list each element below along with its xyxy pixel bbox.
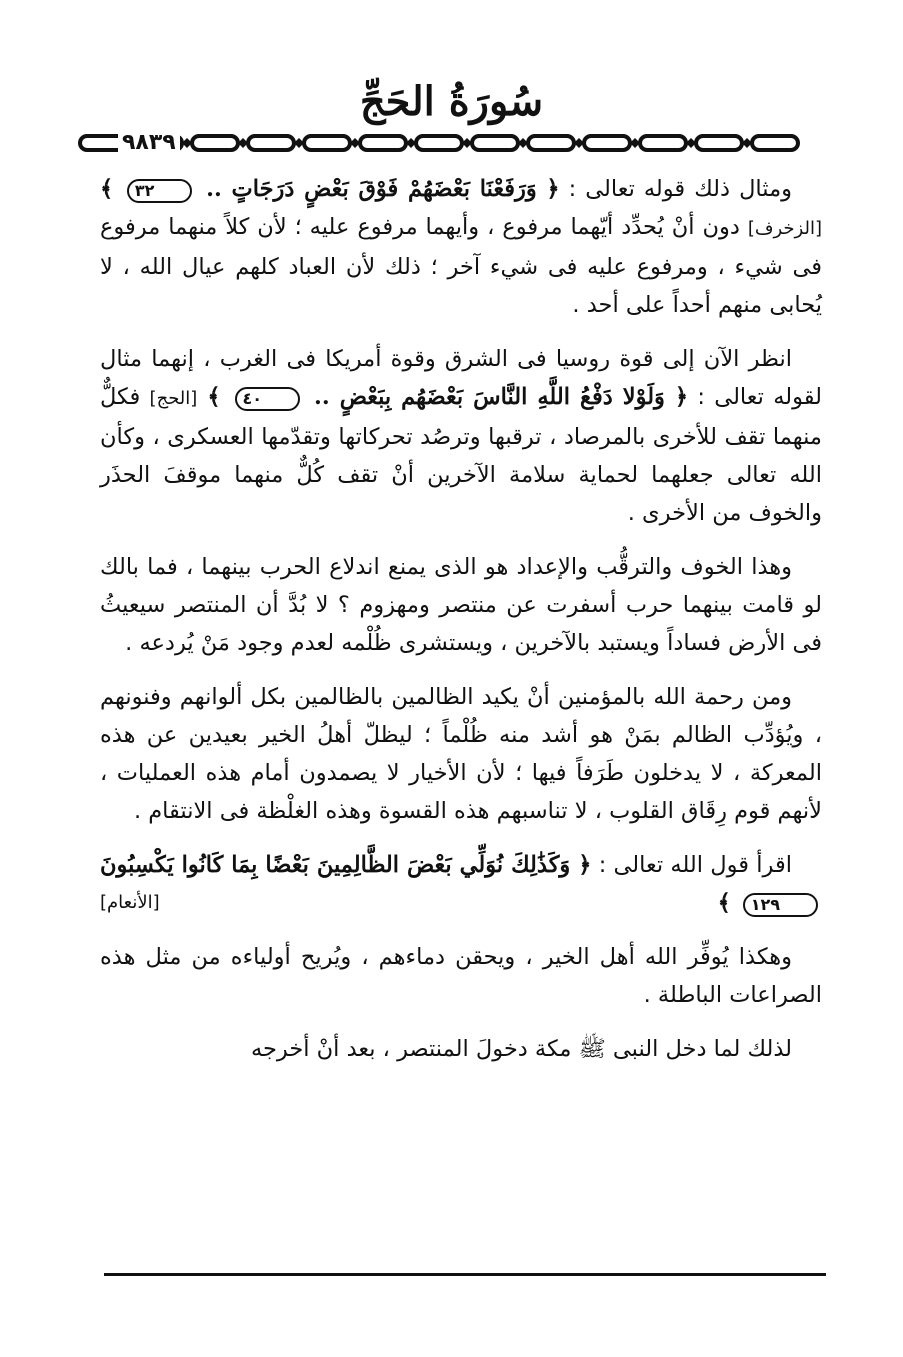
paragraph — [100, 170, 822, 324]
ornament-link — [472, 136, 518, 150]
paragraph-text: دون أنْ يُحدِّد أيّهما مرفوع ، وأيهما مرفوع عليه ؛ لأن كلاً منهما مرفوع فى شيء ، ومرفوع عليه فى شيء آخر ؛ ذلك لأن العباد كلهم عيال الله ، لا يُحابى منهم أحداً على أحد . — [100, 214, 822, 318]
quran-verse: ﴾ — [717, 890, 739, 916]
ornament-link — [360, 136, 406, 150]
paragraph-text: فكلٌّ منهما تقف للأخرى بالمرصاد ، ترقبها وترصُد تحركاتها وتقدّمها العسكرى ، وكأن الله تعالى جعلهما لحماية سلامة الآخرين أنْ تقف كُلٌّ منهما موقفَ الحذَر والخوف من الأخرى . — [100, 384, 822, 526]
page-number: ٩٨٣٩ — [118, 130, 180, 155]
ornament-divider — [78, 128, 826, 158]
surah-reference: [الأنعام] — [100, 892, 160, 913]
ornament-link — [696, 136, 742, 150]
quran-verse: ﴿ وَكَذَٰلِكَ نُوَلِّي بَعْضَ الظَّالِمِينَ بَعْضًا بِمَا كَانُوا يَكْسِبُونَ — [100, 852, 592, 878]
paragraph-text: وهكذا يُوفِّر الله أهل الخير ، ويحقن دماءهم ، ويُريح أولياءه من مثل هذه الصراعات الباطلة . — [100, 944, 822, 1008]
body-text — [100, 170, 822, 1084]
ornament-link — [752, 136, 798, 150]
paragraph-text: لذلك لما دخل النبى ﷺ مكة دخولَ المنتصر ، بعد أنْ أخرجه — [250, 1036, 792, 1062]
paragraph — [100, 340, 822, 532]
ayah-number: ٣٢ — [127, 179, 193, 203]
quran-verse: ﴿ وَرَفَعْنَا بَعْضَهُمْ فَوْقَ بَعْضٍ دَرَجَاتٍ .. — [196, 176, 560, 202]
paragraph-text: ومثال ذلك قوله تعالى : — [559, 176, 792, 202]
paragraph — [100, 548, 822, 662]
paragraph-text: ومن رحمة الله بالمؤمنين أنْ يكيد الظالمين بالظالمين بكل ألوانهم وفنونهم ، ويُؤدِّب الظالم بمَنْ هو أشد منه ظُلْماً ؛ ليظلّ أهلُ الخير بعيدين عن هذه المعركة ، لا يدخلون طَرَفاً فيها ؛ لأن الأخيار لا يصمدون أمام هذه العمليات ، لأنهم قوم رِقَاق القلوب ، لا تناسبهم هذه القسوة وهذه الغلْظة فى الانتقام . — [100, 684, 822, 824]
bottom-rule — [104, 1273, 826, 1276]
quran-verse: ﴿ وَلَوْلا دَفْعُ اللَّهِ النَّاسَ بَعْضَهُم بِبَعْضٍ .. — [304, 384, 689, 410]
surah-reference: [الحج] — [149, 388, 198, 409]
paragraph-text: انظر الآن إلى قوة روسيا فى الشرق وقوة أمريكا فى الغرب ، إنهما مثال لقوله تعالى : — [100, 346, 822, 410]
ornament-link — [528, 136, 574, 150]
ayah-number: ١٢٩ — [743, 893, 818, 917]
ornament-link — [584, 136, 630, 150]
quran-verse: ﴾ — [100, 176, 123, 202]
paragraph-text: وهذا الخوف والترقُّب والإعداد هو الذى يمنع اندلاع الحرب بينهما ، فما بالك لو قامت بينهما حرب أسفرت عن منتصر ومهزوم ؟ لا بُدَّ أن المنتصر سيعيثُ فى الأرض فساداً ويستبد بالآخرين ، ويستشرى ظُلْمه لعدم وجود مَنْ يُردعه . — [100, 554, 822, 656]
paragraph-text: اقرأ قول الله تعالى : — [591, 852, 792, 878]
ornament-link — [640, 136, 686, 150]
paragraph — [100, 678, 822, 830]
ayah-number: ٤٠ — [235, 387, 301, 411]
ornament-link — [192, 136, 238, 150]
paragraph — [100, 846, 822, 922]
ornament-link — [416, 136, 462, 150]
surah-title: سُورَةُ الحَجِّ — [359, 78, 544, 125]
quran-verse: ﴾ — [197, 384, 231, 410]
surah-reference: [الزخرف] — [747, 218, 822, 239]
ornament-link — [248, 136, 294, 150]
ornament-link — [304, 136, 350, 150]
paragraph — [100, 938, 822, 1014]
paragraph — [100, 1030, 822, 1068]
